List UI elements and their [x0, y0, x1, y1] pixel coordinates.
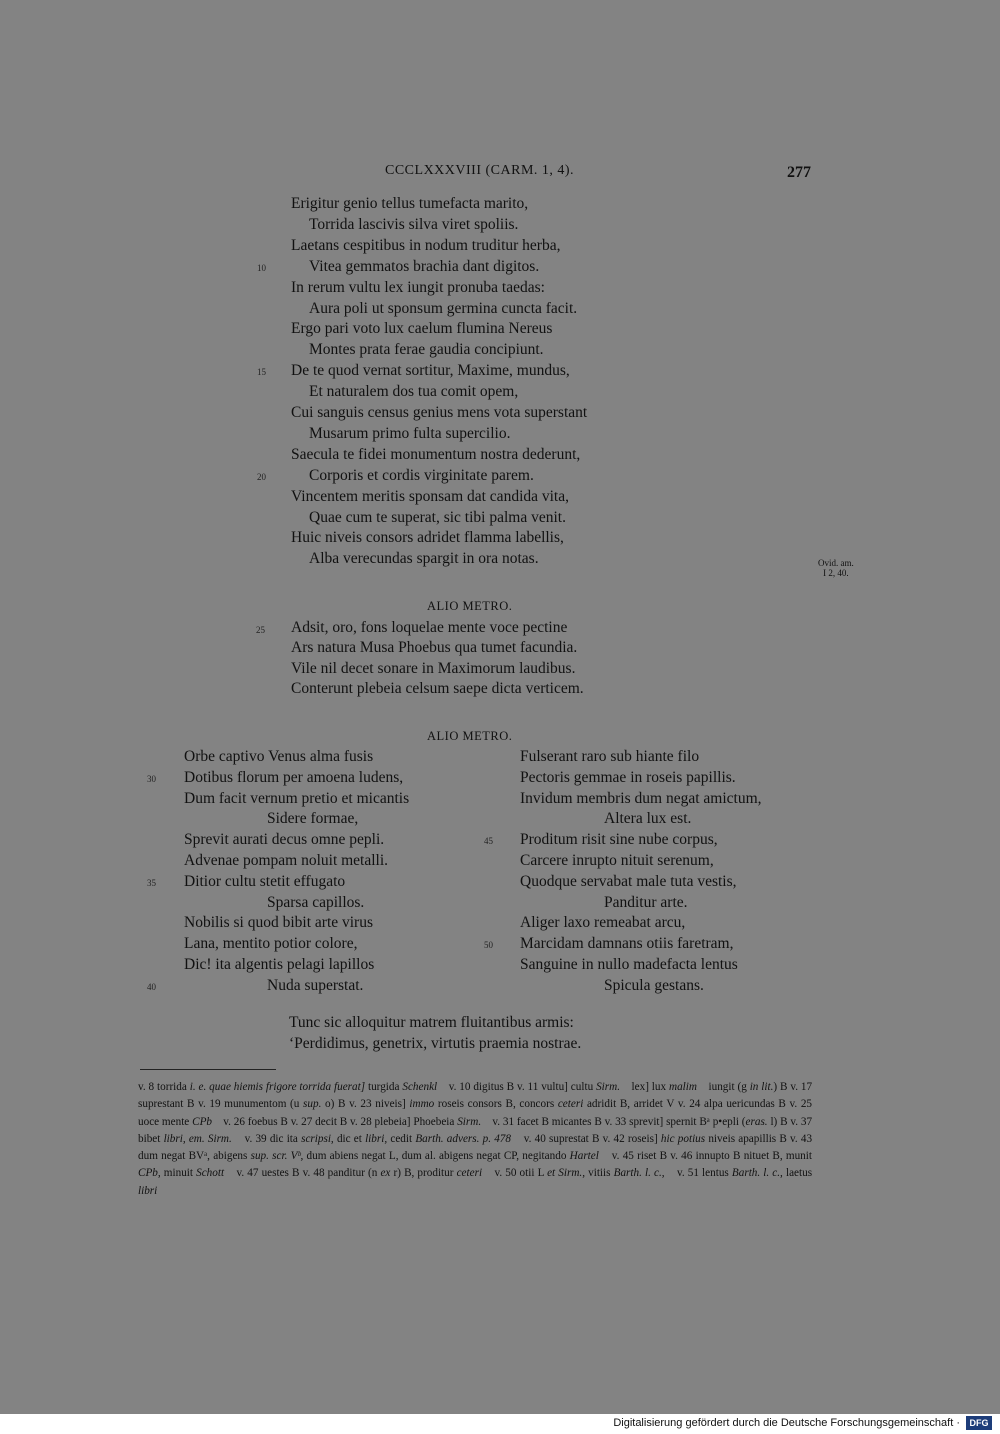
verse-line: Nuda superstat. — [267, 976, 364, 994]
verse-line: In rerum vultu lex iungit pronuba taedas: — [291, 278, 545, 296]
verse-line: Vitea gemmatos brachia dant digitos. — [309, 257, 540, 275]
verse-line: Invidum membris dum negat amictum, — [520, 789, 762, 807]
verse-line: Cui sanguis census genius mens vota superstant — [291, 404, 588, 421]
verse-line: Erigitur genio tellus tumefacta marito, — [291, 195, 529, 212]
verse-line: Laetans cespitibus in nodum truditur herba, — [291, 236, 561, 254]
verse-line: Adsit, oro, fons loquelae mente voce pectine — [291, 619, 568, 636]
verse-line: Sanguine in nullo madefacta lentus — [520, 956, 738, 973]
funding-notice: Digitalisierung gefördert durch die Deutsche Forschungsgemeinschaft · — [613, 1417, 960, 1429]
margin-reference-line: I 2, 40. — [823, 568, 849, 578]
verse-line: Spicula gestans. — [604, 976, 704, 994]
footnote-rule — [140, 1069, 276, 1070]
verse-line: Saecula te fidei monumentum nostra dederunt, — [291, 445, 581, 463]
verse-line: Dic! ita algentis pelagi lapillos — [184, 956, 375, 973]
line-number: 45 — [484, 836, 493, 847]
line-number: 15 — [257, 367, 266, 378]
verse-line: Dotibus florum per amoena ludens, — [184, 768, 404, 786]
line-number: 25 — [256, 625, 265, 635]
verse-line: Altera lux est. — [604, 810, 692, 828]
verse-line: Alba verecundas spargit in ora notas. — [309, 550, 539, 568]
verse-line: Quodque servabat male tuta vestis, — [520, 872, 737, 890]
verse-line: Et naturalem dos tua comit opem, — [309, 383, 519, 401]
verse-line: De te quod vernat sortitur, Maxime, mundus, — [291, 362, 570, 380]
verse-line: Ars natura Musa Phoebus qua tumet facundia. — [291, 639, 578, 657]
verse-line: Conterunt plebeia celsum saepe dicta verticem. — [291, 679, 584, 697]
dfg-logo: DFG — [966, 1416, 992, 1430]
margin-reference-line: Ovid. am. — [818, 558, 854, 568]
verse-line: Fulserant raro sub hiante filo — [520, 748, 700, 765]
running-header: CCCLXXXVIII (CARM. 1, 4). — [385, 163, 575, 178]
line-number: 10 — [257, 262, 266, 273]
verse-line: Panditur arte. — [604, 893, 688, 911]
verse-line: Vincentem meritis sponsam dat candida vita, — [291, 487, 569, 505]
verse-line: Sidere formae, — [267, 810, 359, 828]
verse-line: Montes prata ferae gaudia concipiunt. — [309, 341, 544, 359]
line-number: 40 — [147, 981, 156, 992]
verse-line: Nobilis si quod bibit arte virus — [184, 914, 374, 932]
verse-line: Proditum risit sine nube corpus, — [520, 831, 718, 849]
page-number: 277 — [787, 164, 811, 181]
verse-line: Huic niveis consors adridet flamma labellis, — [291, 529, 564, 547]
line-number: 35 — [147, 877, 156, 888]
verse-line: Advenae pompam noluit metalli. — [184, 852, 389, 869]
verse-line: Musarum primo fulta supercilio. — [309, 424, 511, 442]
verse-line: Marcidam damnans otiis faretram, — [520, 935, 734, 953]
verse-line: Ergo pari voto lux caelum flumina Nereus — [291, 320, 553, 338]
critical-apparatus: v. 8 torrida i. e. quae hiemis frigore torrida fuerat] turgida Schenkl v. 10 digitus B v. 11 vultu] cultu Sirm. lex] lux malim iungit (g in lit.) B v. 17 suprestant B v. 19 munumentom (u sup. o) B v. 23 niveis] immo roseis consors B, concors ceteri adridit B, arridet V v. 24 alpa uericundas B v. 25 uoce mente CPb v. 26 foebus B v. 27 decit B v. 28 plebeia] Phoebeia Sirm. v. 31 facet B micantes B v. 33 sprevit] spernit Bᵃ p•epli (eras. l) B v. 37 bibet libri, em. Sirm. v. 39 dic ita scripsi, dic et libri, cedit Barth. advers. p. 478 v. 40 suprestat B v. 42 roseis] hic potius niveis apapillis B v. 43 dum negat BVᵃ, abigens sup. scr. Vᵇ, dum abiens negat L, dum al. abigens negat CP, negitando Hartel v. 45 riset B v. 46 innupto B nituet B, munit CPb, minuit Schott v. 47 uestes B v. 48 panditur (n ex r) B, proditur ceteri v. 50 otii L et Sirm., vitiis Barth. l. c., v. 51 lentus Barth. l. c., laetus libri — [138, 1081, 813, 1197]
line-number: 20 — [257, 471, 266, 482]
verse-line: ‘Perdidimus, genetrix, virtutis praemia nostrae. — [289, 1035, 582, 1052]
verse-line: Vile nil decet sonare in Maximorum laudibus. — [291, 659, 576, 677]
verse-line: Tunc sic alloquitur matrem fluitantibus armis: — [289, 1014, 574, 1031]
line-number: 50 — [484, 940, 493, 951]
verse-line: Lana, mentito potior colore, — [184, 935, 358, 953]
verse-line: Dum facit vernum pretio et micantis — [184, 789, 410, 807]
verse-line: Sparsa capillos. — [267, 893, 365, 911]
margin-reference — [818, 558, 854, 578]
verse-line: Carcere inrupto nituit serenum, — [520, 852, 714, 869]
verse-line: Sprevit aurati decus omne pepli. — [184, 831, 385, 849]
section-heading: ALIO METRO. — [427, 729, 513, 743]
verse-line: Aura poli ut sponsum germina cuncta facit. — [309, 299, 578, 317]
verse-line: Pectoris gemmae in roseis papillis. — [520, 768, 736, 786]
verse-line: Ditior cultu stetit effugato — [184, 872, 346, 890]
verse-line: Quae cum te superat, sic tibi palma venit. — [309, 508, 566, 526]
verse-line: Orbe captivo Venus alma fusis — [184, 748, 374, 765]
verse-line: Torrida lascivis silva viret spoliis. — [309, 215, 519, 233]
section-heading: ALIO METRO. — [427, 599, 513, 613]
verse-line: Aliger laxo remeabat arcu, — [520, 914, 686, 932]
line-number: 30 — [147, 773, 156, 784]
verse-line: Corporis et cordis virginitate parem. — [309, 466, 534, 484]
